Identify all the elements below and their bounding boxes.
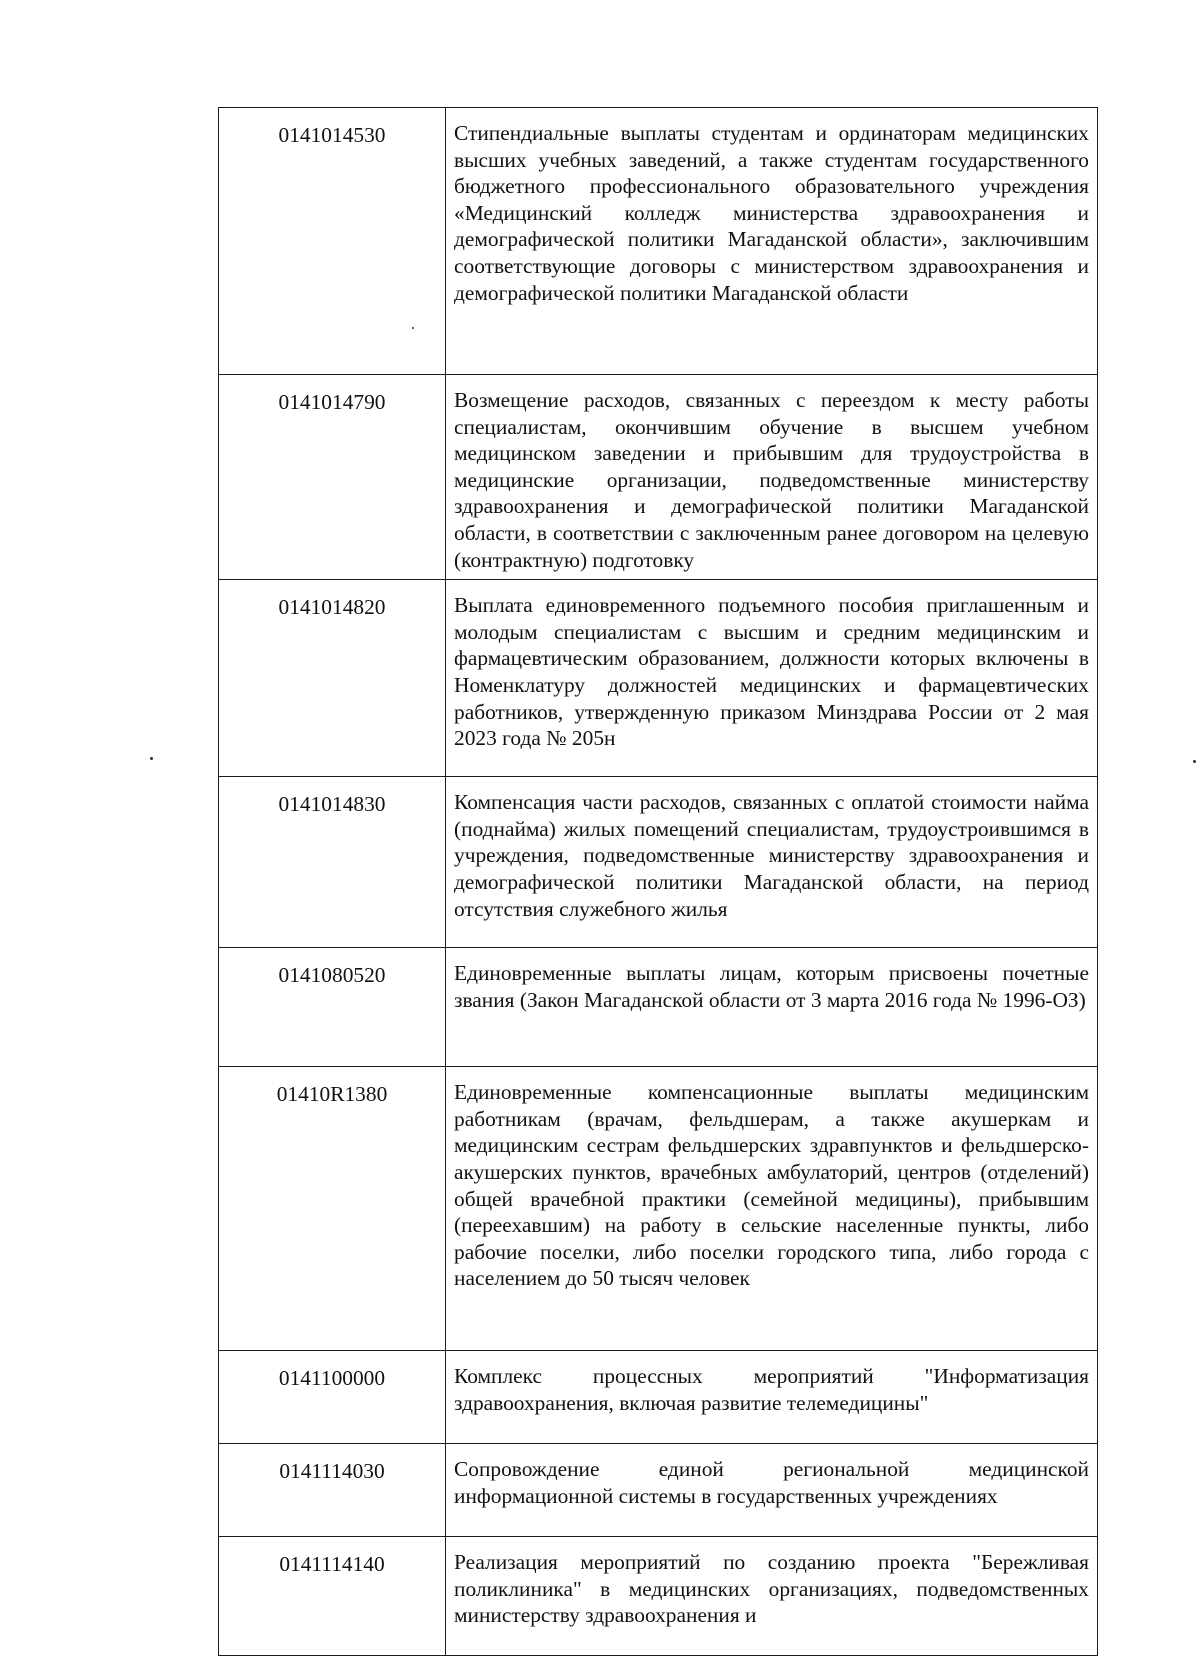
description-cell: Выплата единовременного подъемного пособия приглашенным и молодым специалистам с высшим и средним медицинским и фармацевтическим образованием, должности которых включены в Номенклатуру должностей медицинских и фармацевтических работников, утвержденную приказом Минздрава России от 2 мая 2023 года № 205н [446, 580, 1098, 777]
table-row [219, 777, 1098, 948]
description-cell: Компенсация части расходов, связанных с оплатой стоимости найма (поднайма) жилых помещений специалистам, трудоустроившимся в учреждения, подведомственные министерству здравоохранения и демографической политики Магаданской области, на период отсутствия служебного жилья [446, 777, 1098, 948]
table-row [219, 948, 1098, 1067]
code-cell: 0141014820 [219, 580, 446, 777]
table-row [219, 1067, 1098, 1351]
code-cell: 0141014790 [219, 375, 446, 580]
table-row [219, 1444, 1098, 1537]
table-row [219, 580, 1098, 777]
budget-classification-table [218, 107, 1098, 1656]
code-cell: 0141100000 [219, 1351, 446, 1444]
description-cell: Комплекс процессных мероприятий "Информатизация здравоохранения, включая развитие телемедицины" [446, 1351, 1098, 1444]
description-cell: Возмещение расходов, связанных с переездом к месту работы специалистам, окончившим обучение в высшем учебном медицинском заведении и прибывшим для трудоустройства в медицинские организации, подведомственные министерству здравоохранения и демографической политики Магаданской области, в соответствии с заключенным ранее договором на целевую (контрактную) подготовку [446, 375, 1098, 580]
code-cell: 01410R1380 [219, 1067, 446, 1351]
code-cell: 0141014830 [219, 777, 446, 948]
description-cell: Единовременные выплаты лицам, которым присвоены почетные звания (Закон Магаданской области от 3 марта 2016 года № 1996-ОЗ) [446, 948, 1098, 1067]
description-cell: Сопровождение единой региональной медицинской информационной системы в государственных учреждениях [446, 1444, 1098, 1537]
code-cell: 0141114030 [219, 1444, 446, 1537]
scan-speck [150, 757, 153, 760]
table-row [219, 375, 1098, 580]
code-cell: 0141114140 [219, 1537, 446, 1656]
description-cell: Единовременные компенсационные выплаты медицинским работникам (врачам, фельдшерам, а также акушеркам и медицинским сестрам фельдшерских здравпунктов и фельдшерско-акушерских пунктов, врачебных амбулаторий, центров (отделений) общей врачебной практики (семейной медицины), прибывшим (переехавшим) на работу в сельские населенные пункты, либо рабочие поселки, либо поселки городского типа, либо города с населением до 50 тысяч человек [446, 1067, 1098, 1351]
code-cell: 0141014530 [219, 108, 446, 375]
table-row [219, 108, 1098, 375]
description-cell: Реализация мероприятий по созданию проекта "Бережливая поликлиника" в медицинских организациях, подведомственных министерству здравоохранения и [446, 1537, 1098, 1656]
table-row [219, 1537, 1098, 1656]
code-cell: 0141080520 [219, 948, 446, 1067]
description-cell: Стипендиальные выплаты студентам и ординаторам медицинских высших учебных заведений, а также студентам государственного бюджетного профессионального образовательного учреждения «Медицинский колледж министерства здравоохранения и демографической политики Магаданской области», заключившим соответствующие договоры с министерством здравоохранения и демографической политики Магаданской области [446, 108, 1098, 375]
scan-speck [1193, 760, 1196, 763]
table-row [219, 1351, 1098, 1444]
